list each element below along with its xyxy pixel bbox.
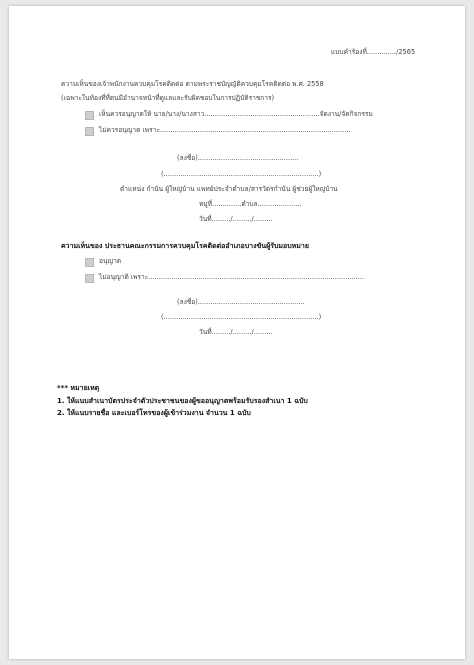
not-permit-checkbox[interactable] [85,274,94,283]
section1-name-line: (..........................................................................) [161,170,322,178]
section1-heading: ความเห็นของเจ้าพนักงานควบคุมโรคติดต่อ ตามพระราชบัญญัติควบคุมโรคติดต่อ พ.ศ. 2558 [61,80,324,88]
approve-checkbox[interactable] [85,111,94,120]
section1-village: หมู่ที่..............ตำบล..................... [199,200,302,208]
note-item-1: 1. ให้แนบสำเนาบัตรประจำตัวประชาชนของผู้ขออนุญาตพร้อมรับรองสำเนา 1 ฉบับ [57,397,308,405]
section1-position: ตำแหน่ง กำนัน ผู้ใหญ่บ้าน แพทย์ประจำตำบล/สารวัตรกำนัน ผู้ช่วยผู้ใหญ่บ้าน [120,185,338,193]
permit-checkbox[interactable] [85,258,94,267]
notes-title: *** หมายเหตุ [57,384,100,392]
section2-signature-line: (ลงชื่อ)................................................... [177,298,305,306]
note-item-2: 2. ให้แนบรายชื่อ และเบอร์โทรของผู้เข้าร่วมงาน จำนวน 1 ฉบับ [57,409,251,417]
deny-checkbox[interactable] [85,127,94,136]
deny-option: ไม่ควรอนุญาต เพราะ........................................................................................... [99,126,351,134]
approve-option: เห็นควรอนุญาตให้ นาย/นาง/นางสาว.......................................................จัดงาน/จัดกิจกรรม [99,110,373,118]
section2-name-line: (..........................................................................) [161,313,322,321]
form-number: แบบคำร้องที่............../2565 [331,48,416,56]
section2-heading: ความเห็นของ ประธานคณะกรรมการควบคุมโรคติดต่ออำเภอบางขันผู้รับมอบหมาย [61,242,309,250]
permit-option: อนุญาต [99,257,122,265]
not-permit-option: ไม่อนุญาติ เพราะ....................................................................................................... [99,273,365,281]
section1-subheading: (เฉพาะในท้องที่ที่ตนมีอำนาจหน้าที่ดูแลและรับผิดชอบในการปฏิบัติราชการ) [61,94,275,102]
section2-date: วันที่........./........./......... [199,328,273,336]
document-page [9,6,465,659]
section1-date: วันที่........./........./......... [199,215,273,223]
section1-signature-line: (ลงชื่อ)................................................ [177,154,299,162]
